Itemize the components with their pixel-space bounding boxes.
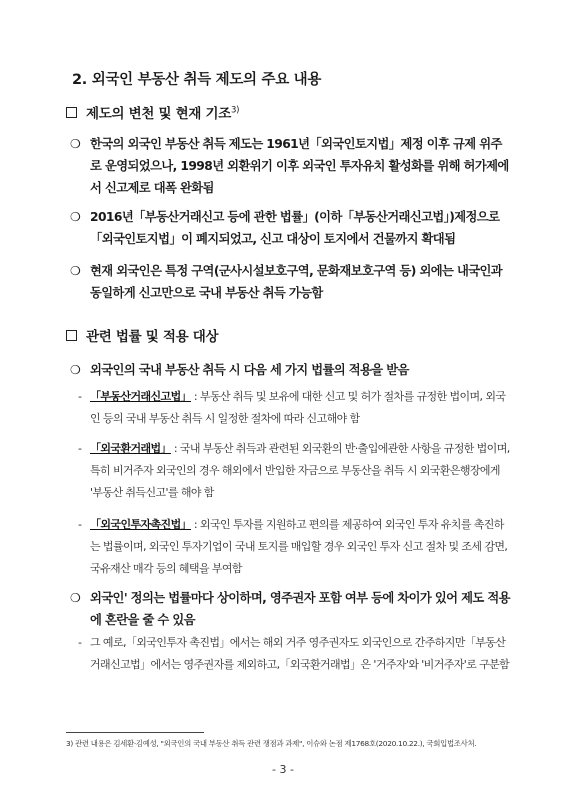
bullet-text: 외국인' 정의는 법률마다 상이하며, 영주권자 포함 여부 등에 차이가 있어 제도 적용에 혼란을 줄 수 있음 bbox=[90, 591, 510, 627]
bullet-item bbox=[70, 260, 510, 304]
law-description: : 외국인 투자를 지원하고 편의를 제공하여 외국인 투자 유치를 촉진하는 법률이며, 외국인 투자기업이 국내 토지를 매입할 경우 외국인 투자 신고 절차 및 조세 감면, 국유재산 매각 등의 혜택을 부여함 bbox=[90, 518, 508, 575]
subsection-title: 관련 법률 및 적용 대상 bbox=[86, 329, 219, 345]
footnote-divider bbox=[66, 732, 204, 733]
law-item bbox=[78, 514, 510, 580]
circle-bullet-icon: ❍ bbox=[70, 137, 81, 151]
square-bullet-icon bbox=[66, 330, 77, 341]
section-heading: 2. 외국인 부동산 취득 제도의 주요 내용 bbox=[72, 72, 322, 88]
bullet-text: 한국의 외국인 부동산 취득 제도는 1961년「외국인토지법」제정 이후 규제 위주로 운영되었으나, 1998년 외환위기 이후 외국인 투자유치 활성화를 위해 허가제에서 신고제로 대폭 완화됨 bbox=[90, 137, 509, 195]
subsection-title: 제도의 변천 및 현재 기조 bbox=[86, 106, 232, 122]
law-name: 「외국환거래법」 bbox=[90, 442, 171, 455]
dash-marker: - bbox=[78, 390, 82, 403]
example-item bbox=[78, 632, 510, 676]
law-item bbox=[78, 386, 510, 430]
footnote: 3) 관련 내용은 김세환·김예성, "외국인의 국내 부동산 취득 관련 쟁점과 과제", 이슈와 논점 제1768호(2020.10.22.), 국회입법조사처. bbox=[66, 739, 477, 748]
bullet-item bbox=[70, 133, 510, 199]
law-description: : 국내 부동산 취득과 관련된 외국환의 반·출입에관한 사항을 규정한 법이며, 특히 비거주자 외국인의 경우 해외에서 반입한 자금으로 부동산을 취득 시 외국환은행장에게 '부동산 취득신고'를 해야 함 bbox=[90, 442, 510, 499]
law-item bbox=[78, 438, 510, 504]
page-number: - 3 - bbox=[272, 763, 294, 776]
bullet-item bbox=[70, 206, 510, 250]
dash-marker: - bbox=[78, 636, 82, 649]
subsection-history bbox=[66, 102, 239, 122]
bullet-item bbox=[70, 359, 510, 381]
law-name: 「부동산거래신고법」 bbox=[90, 390, 192, 403]
subsection-laws bbox=[66, 325, 218, 345]
dash-marker: - bbox=[78, 442, 82, 455]
dash-marker: - bbox=[78, 518, 82, 531]
example-text: 그 예로,「외국인투자 촉진법」에서는 해외 거주 영주권자도 외국인으로 간주하지만「부동산거래신고법」에서는 영주권자를 제외하고,「외국환거래법」은 '거주자'와 '비거주자'로 구분함 bbox=[90, 636, 510, 671]
law-name: 「외국인투자촉진법」 bbox=[90, 518, 192, 531]
law-description: : 부동산 취득 및 보유에 대한 신고 및 허가 절차를 규정한 법이며, 외국인 등의 국내 부동산 취득 시 일정한 절차에 따라 신고해야 함 bbox=[90, 390, 506, 425]
bullet-text: 외국인의 국내 부동산 취득 시 다음 세 가지 법률의 적용을 받음 bbox=[90, 363, 409, 377]
footnote-ref: 3) bbox=[231, 105, 240, 116]
circle-bullet-icon: ❍ bbox=[70, 363, 81, 377]
square-bullet-icon bbox=[66, 107, 77, 118]
bullet-text: 2016년「부동산거래신고 등에 관한 법률」(이하「부동산거래신고법」)제정으로「외국인토지법」이 폐지되었고, 신고 대상이 토지에서 건물까지 확대됨 bbox=[90, 210, 500, 246]
circle-bullet-icon: ❍ bbox=[70, 264, 81, 278]
circle-bullet-icon: ❍ bbox=[70, 210, 81, 224]
bullet-item bbox=[70, 587, 510, 631]
bullet-text: 현재 외국인은 특정 구역(군사시설보호구역, 문화재보호구역 등) 외에는 내국인과 동일하게 신고만으로 국내 부동산 취득 가능함 bbox=[90, 264, 503, 300]
circle-bullet-icon: ❍ bbox=[70, 591, 81, 605]
